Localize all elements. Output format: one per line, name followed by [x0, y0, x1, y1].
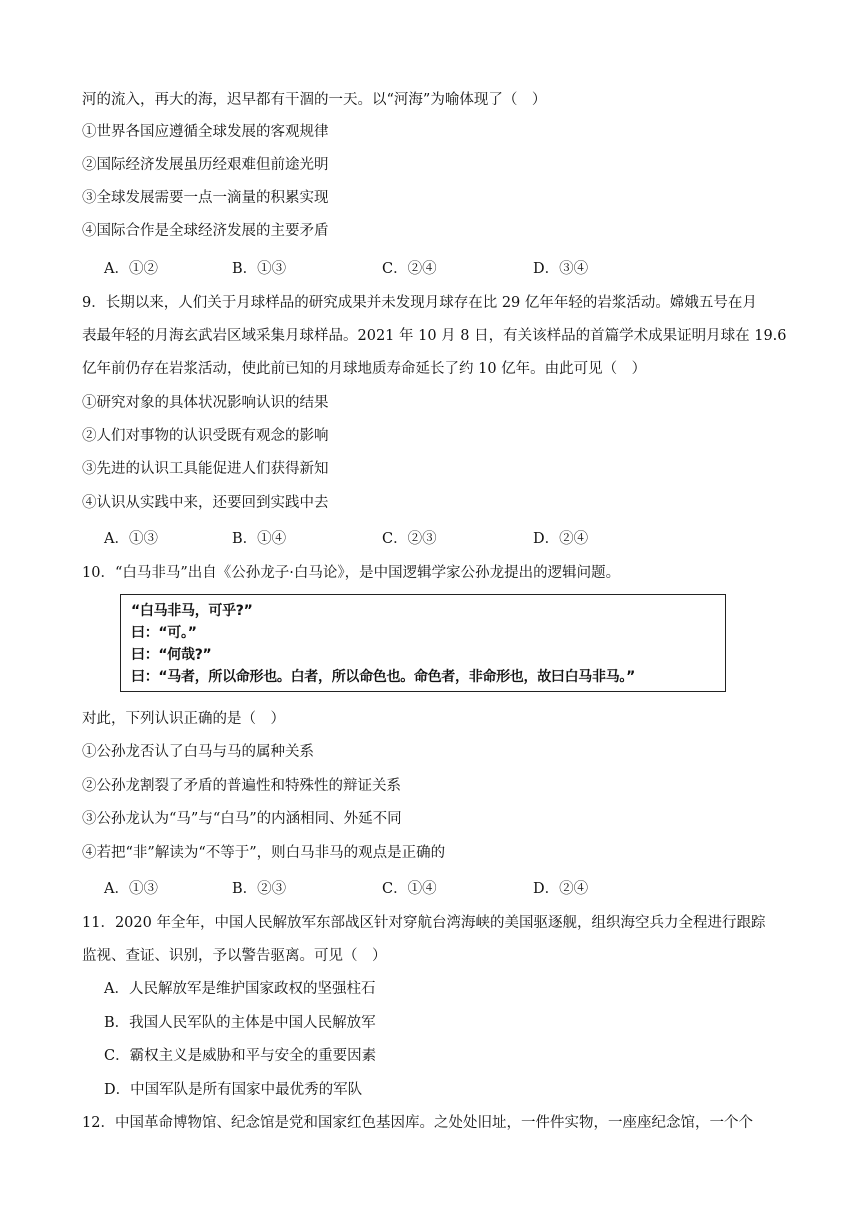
q9-option-b[interactable]: B．①④ — [232, 531, 287, 547]
q10-statement-1: ①公孙龙否认了白马与马的属种关系 — [82, 744, 314, 760]
q9-statement-2: ②人们对事物的认识受既有观念的影响 — [82, 428, 329, 444]
q8-stem: 河的流入，再大的海，迟早都有干涸的一天。以“河海”为喻体现了（ ） — [82, 92, 547, 108]
q9-option-c[interactable]: C．②③ — [382, 531, 437, 547]
q8-option-a[interactable]: A．①② — [104, 261, 158, 277]
q11-option-b[interactable]: B．我国人民军队的主体是中国人民解放军 — [104, 1015, 376, 1031]
q10-statement-2: ②公孙龙割裂了矛盾的普遍性和特殊性的辩证关系 — [82, 778, 401, 794]
q8-option-c[interactable]: C．②④ — [382, 261, 437, 277]
q11-option-a[interactable]: A．人民解放军是维护国家政权的坚强柱石 — [104, 981, 376, 997]
q8-statement-3: ③全球发展需要一点一滴量的积累实现 — [82, 190, 329, 206]
q11-option-d[interactable]: D．中国军队是所有国家中最优秀的军队 — [104, 1082, 363, 1098]
quote-line-1: “白马非马，可乎?” — [131, 603, 253, 619]
q9-stem-line-1: 9．长期以来，人们关于月球样品的研究成果并未发现月球存在比 29 亿年年轻的岩浆活动。嫦娥五号在月 — [82, 295, 757, 311]
q9-statement-4: ④认识从实践中来，还要回到实践中去 — [82, 495, 329, 511]
q9-option-a[interactable]: A．①③ — [104, 531, 158, 547]
quote-box — [120, 594, 726, 692]
q8-option-d[interactable]: D．③④ — [533, 261, 589, 277]
q10-statement-4: ④若把“非”解读为“不等于”，则白马非马的观点是正确的 — [82, 845, 446, 861]
q11-stem-line-1: 11．2020 年全年，中国人民解放军东部战区针对穿航台湾海峡的美国驱逐舰，组织海空兵力全程进行跟踪 — [82, 915, 766, 931]
quote-line-3: 曰：“何哉?” — [131, 647, 212, 663]
q10-option-a[interactable]: A．①③ — [104, 881, 158, 897]
q10-option-c[interactable]: C．①④ — [382, 881, 437, 897]
q8-statement-2: ②国际经济发展虽历经艰难但前途光明 — [82, 157, 329, 173]
q10-statement-3: ③公孙龙认为“马”与“白马”的内涵相同、外延不同 — [82, 811, 402, 827]
q9-stem-line-2: 表最年轻的月海玄武岩区域采集月球样品。2021 年 10 月 8 日，有关该样品的首篇学术成果证明月球在 19.6 — [82, 328, 787, 344]
q12-stem: 12．中国革命博物馆、纪念馆是党和国家红色基因库。之处处旧址，一件件实物，一座座纪念馆，一个个 — [82, 1115, 753, 1131]
q9-stem-line-3: 亿年前仍存在岩浆活动，使此前已知的月球地质寿命延长了约 10 亿年。由此可见（ ） — [82, 361, 647, 377]
q8-option-b[interactable]: B．①③ — [232, 261, 287, 277]
q9-statement-1: ①研究对象的具体状况影响认识的结果 — [82, 395, 329, 411]
q9-statement-3: ③先进的认识工具能促进人们获得新知 — [82, 461, 329, 477]
q11-stem-line-2: 监视、查证、识别，予以警告驱离。可见（ ） — [82, 948, 387, 964]
q9-option-d[interactable]: D．②④ — [533, 531, 589, 547]
q8-statement-1: ①世界各国应遵循全球发展的客观规律 — [82, 124, 329, 140]
q10-option-b[interactable]: B．②③ — [232, 881, 287, 897]
quote-line-4: 曰：“马者，所以命形也。白者，所以命色也。命色者，非命形也，故曰白马非马。” — [131, 669, 636, 685]
q10-prompt: 对此，下列认识正确的是（ ） — [82, 711, 285, 727]
quote-line-2: 曰：“可。” — [131, 625, 197, 641]
q10-stem: 10．“白马非马”出自《公孙龙子·白马论》，是中国逻辑学家公孙龙提出的逻辑问题。 — [82, 565, 621, 581]
q8-statement-4: ④国际合作是全球经济发展的主要矛盾 — [82, 223, 329, 239]
q11-option-c[interactable]: C．霸权主义是威胁和平与安全的重要因素 — [104, 1048, 377, 1064]
q10-option-d[interactable]: D．②④ — [533, 881, 589, 897]
